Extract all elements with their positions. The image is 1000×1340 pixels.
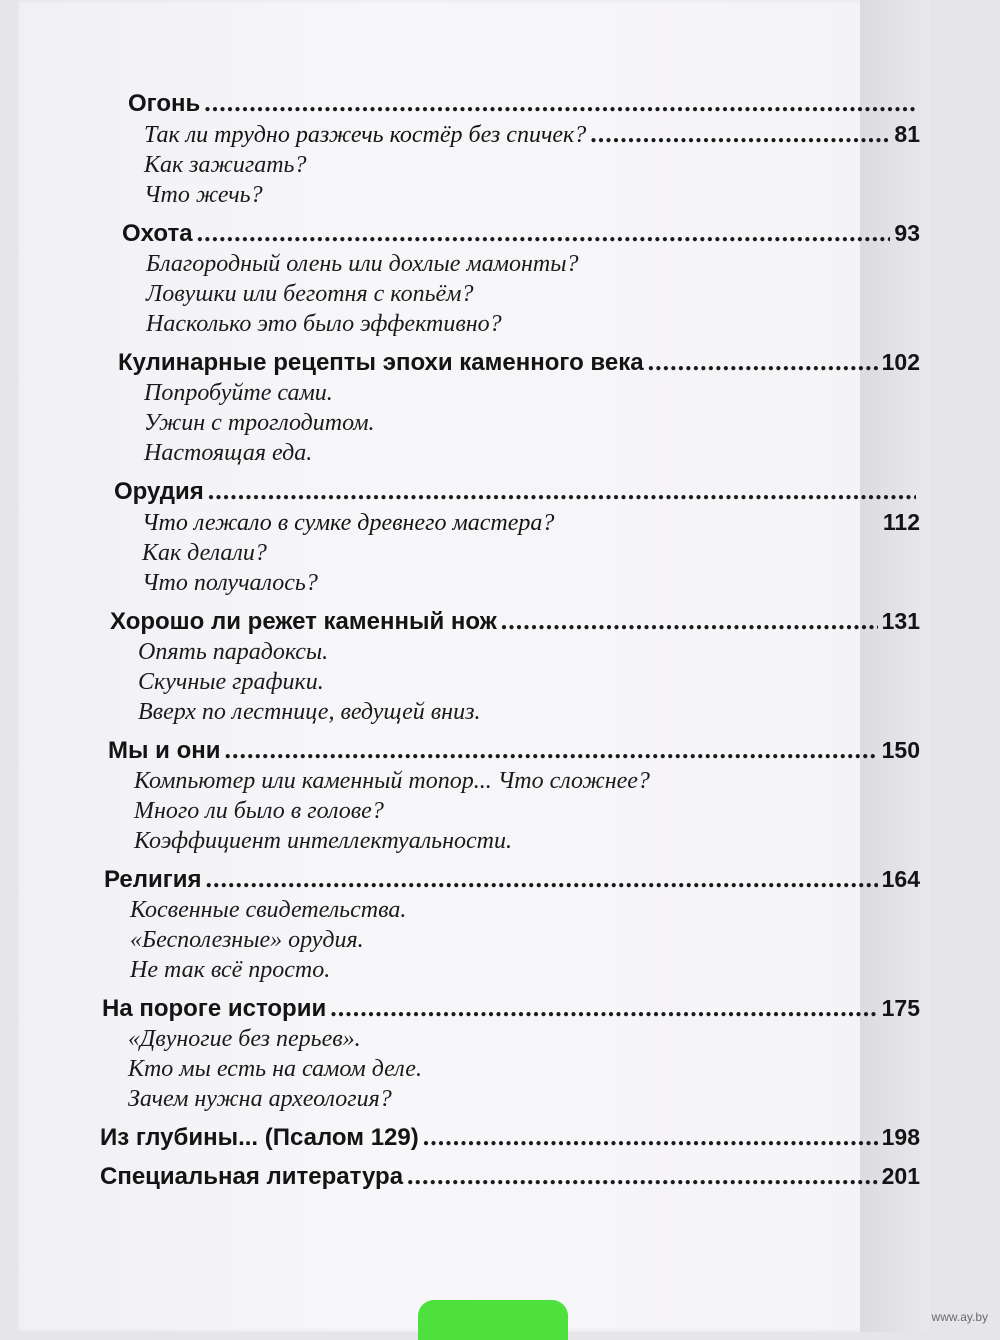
toc-row [100, 1122, 920, 1153]
toc-entry-religion [100, 864, 920, 985]
subtopic: Насколько это было эффективно? [146, 311, 502, 337]
bookmark-tab [418, 1300, 568, 1340]
watermark: www.ay.by [931, 1310, 988, 1324]
leader-dots [204, 88, 916, 118]
chapter-title: Охота [122, 220, 193, 247]
subtopic: «Двуногие без перьев». [128, 1026, 361, 1052]
leader-dots [648, 347, 878, 377]
subtopic: Коэффициент интеллектуальности. [134, 828, 512, 854]
page-number: 164 [881, 866, 920, 892]
chapter-title: На пороге истории [102, 995, 327, 1022]
toc-row [100, 864, 920, 895]
subtopic: Ужин с троглодитом. [144, 410, 375, 436]
page-number: 93 [894, 220, 920, 246]
toc-row [100, 476, 920, 507]
subtopic: Что лежало в сумке древнего мастера? [142, 510, 555, 536]
subtopic: Скучные графики. [138, 669, 324, 695]
leader-dots [208, 476, 916, 506]
subtopic: Что получалось? [142, 570, 318, 596]
subtopic: Так ли трудно разжечь костёр без спичек? [144, 122, 587, 148]
page-number: 112 [882, 509, 920, 535]
chapter-title: Хорошо ли режет каменный нож [110, 608, 497, 635]
page-number: 131 [881, 608, 920, 634]
chapter-title: Орудия [114, 478, 204, 505]
page-number: 150 [881, 737, 920, 763]
subtopic: Ловушки или беготня с копьём? [146, 281, 474, 307]
toc-entry-tools [100, 476, 920, 598]
subtopic: Как делали? [142, 540, 267, 566]
toc-row-sub [100, 119, 920, 150]
page-number: 201 [881, 1163, 920, 1189]
leader-dots [423, 1122, 878, 1152]
toc-row [100, 88, 920, 119]
chapter-title: Огонь [128, 90, 201, 117]
chapter-title: Религия [104, 866, 202, 893]
chapter-title: Из глубины... (Псалом 129) [100, 1124, 419, 1151]
toc-row-sub [100, 507, 920, 538]
subtopic: Опять парадоксы. [138, 639, 329, 665]
toc-entry-psalm [100, 1122, 920, 1153]
page-number: 81 [894, 121, 920, 147]
toc-entry-recipes [100, 347, 920, 468]
leader-dots [330, 993, 877, 1023]
toc-row [100, 606, 920, 637]
leader-dots [590, 119, 890, 149]
chapter-title: Специальная литература [100, 1163, 404, 1190]
page-number: 198 [881, 1124, 920, 1150]
subtopic: Не так всё просто. [130, 957, 331, 983]
subtopic: Вверх по лестнице, ведущей вниз. [138, 699, 481, 725]
subtopic: Косвенные свидетельства. [130, 897, 407, 923]
table-of-contents [100, 88, 920, 1192]
subtopic: Много ли было в голове? [134, 798, 384, 824]
subtopic: Как зажигать? [144, 152, 307, 178]
subtopic: Настоящая еда. [144, 440, 313, 466]
toc-entry-stone-knife [100, 606, 920, 727]
chapter-title: Мы и они [108, 737, 221, 764]
toc-entry-hunting [100, 218, 920, 339]
subtopic: Попробуйте сами. [144, 380, 333, 406]
leader-dots [501, 606, 878, 636]
toc-row [100, 347, 920, 378]
leader-dots [206, 864, 878, 894]
toc-entry-we-and-they [100, 735, 920, 856]
page-number: 175 [881, 995, 920, 1021]
subtopic: Благородный олень или дохлые мамонты? [146, 251, 579, 277]
toc-entry-literature [100, 1161, 920, 1192]
page-number: 102 [881, 349, 920, 375]
leader-dots [407, 1161, 878, 1191]
leader-dots [197, 218, 891, 248]
leader-dots [225, 735, 878, 765]
subtopic: Компьютер или каменный топор... Что сложнее? [134, 768, 650, 794]
subtopic: Зачем нужна археология? [128, 1086, 392, 1112]
toc-row [100, 1161, 920, 1192]
toc-row [100, 218, 920, 249]
subtopic: «Бесполезные» орудия. [130, 927, 364, 953]
chapter-title: Кулинарные рецепты эпохи каменного века [118, 349, 644, 376]
subtopic: Что жечь? [144, 182, 263, 208]
toc-entry-threshold-of-history [100, 993, 920, 1114]
toc-entry-fire [100, 88, 920, 210]
toc-row [100, 735, 920, 766]
toc-row [100, 993, 920, 1024]
subtopic: Кто мы есть на самом деле. [128, 1056, 422, 1082]
